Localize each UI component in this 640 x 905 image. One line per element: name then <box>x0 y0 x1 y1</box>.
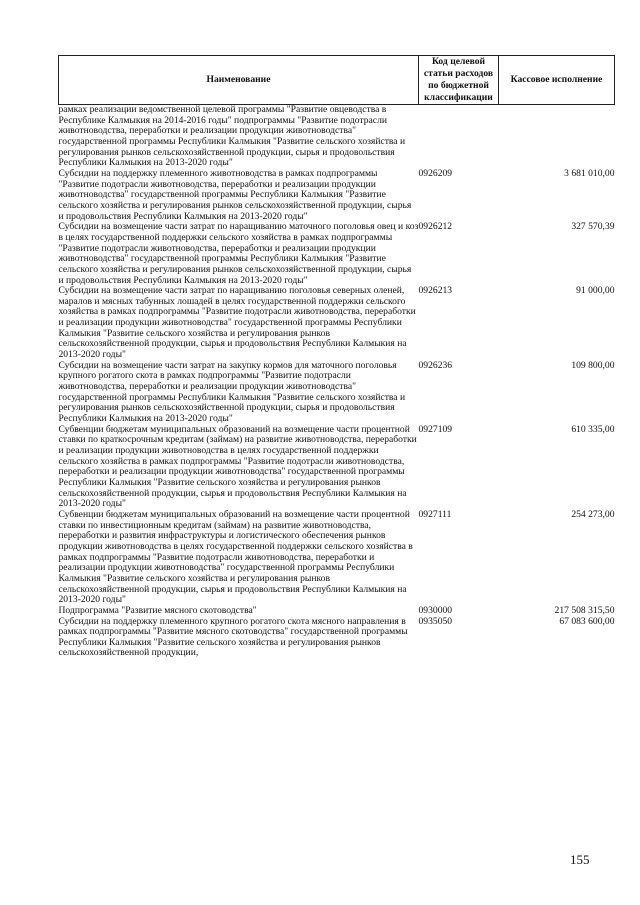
table-row <box>59 425 615 510</box>
header-name: Наименование <box>59 56 419 105</box>
row-name: Субсидии на возмещение части затрат на закупку кормов для маточного поголовья крупного рогатого скота в рамках подпрограммы "Развитие подотрасли животноводства, переработки и реализации продукции животноводства" государственной программы Республики Калмыкия "Развитие сельского хозяйства и регулирования рынков сельскохозяйственной продукции, сырья и продовольствия Республики Калмыкия на 2013-2020 годы" <box>58 359 406 425</box>
row-amount: 67 083 600,00 <box>559 615 615 627</box>
table-row <box>59 617 615 660</box>
page-number: 155 <box>570 852 590 867</box>
row-name: Субсидии на поддержку племенного крупного рогатого скота мясного направления в рамках подпрограммы "Развитие мясного скотоводства" государственной программы Республики Калмыкия "Развитие сельского хозяйства и регулирования рынков сельскохозяйственной продукции, <box>58 615 408 659</box>
row-amount: 610 335,00 <box>571 423 615 435</box>
table-row <box>59 105 615 169</box>
row-name: рамках реализации ведомственной целевой программы "Развитие овцеводства в Республике Калмыкия на 2014-2016 годы" подпрограммы "Развитие подотрасли животноводства, переработки и реализации продукции животноводства" государственной программы Республики Калмыкия "Развитие сельского хозяйства и регулирования рынков сельскохозяйственной продукции, сырья и продовольствия Республики Калмыкия на 2013-2020 годы" <box>58 104 406 169</box>
table-row <box>59 169 615 222</box>
row-code <box>419 105 499 169</box>
table-row <box>59 606 615 617</box>
row-code: 0935050 <box>418 615 453 627</box>
row-name: Субсидии на поддержку племенного животноводства в рамках подпрограммы "Развитие подотрасли животноводства, переработки и реализации продукции животноводства" государственной программы Республики Калмыкия "Развитие сельского хозяйства и регулирования рынков сельскохозяйственной продукции, сырья и продовольствия Республики Калмыкия на 2013-2020 годы" <box>58 167 412 222</box>
table-row <box>59 222 615 286</box>
budget-execution-table <box>58 55 615 659</box>
table-row <box>59 361 615 425</box>
table-row <box>59 286 615 361</box>
row-amount: 327 570,39 <box>571 221 615 233</box>
row-name: Субвенции бюджетам муниципальных образований на возмещение части процентной ставки по инвестиционным кредитам (займам) на развитие животноводства, переработки и развития инфраструктуры и логистического обеспечения рынков продукции животноводства в целях государственной поддержки сельского хозяйства в рамках подпрограммы "Развитие подотрасли животноводства, переработки и реализации продукции животноводства" государственной программы Республики Калмыкия "Развитие сельского хозяйства и регулирования рынков сельскохозяйственной продукции, сырья и продовольствия Республики Калмыкия на 2013-2020 годы" <box>58 508 413 606</box>
row-name: Подпрограмма "Развитие мясного скотоводства" <box>58 604 257 616</box>
row-amount: 3 681 010,00 <box>564 167 615 179</box>
row-code: 0927111 <box>418 508 452 520</box>
row-code: 0926209 <box>418 167 453 179</box>
row-code: 0926236 <box>418 359 453 371</box>
row-name: Субвенции бюджетам муниципальных образований на возмещение части процентной ставки по краткосрочным кредитам (займам) на развитие животноводства, переработки и реализации продукции животноводства в целях государственной поддержки сельского хозяйства в рамках подпрограммы "Развитие подотрасли животноводства, переработки и реализации продукции животноводства" государственной программы Республики Калмыкия "Развитие сельского хозяйства и регулирования рынков сельскохозяйственной продукции, сырья и продовольствия Республики Калмыкия на 2013-2020 годы" <box>58 423 417 510</box>
row-code: 0926212 <box>418 221 453 233</box>
row-amount: 254 273,00 <box>571 508 615 520</box>
row-amount: 91 000,00 <box>576 285 615 297</box>
header-code: Код целевой статьи расходов по бюджетной классификации <box>419 56 499 105</box>
row-code: 0927109 <box>418 423 453 435</box>
header-amount: Кассовое исполнение <box>499 56 615 105</box>
row-code: 0930000 <box>418 604 453 616</box>
row-code: 0926213 <box>418 285 453 297</box>
table-header-row <box>59 56 615 105</box>
row-name: Субсидии на возмещение части затрат по наращиванию маточного поголовья овец и коз в целях государственной поддержки сельского хозяйства в рамках подпрограммы "Развитие подотрасли животноводства, переработки и реализации продукции животноводства" государственной программы Республики Калмыкия "Развитие сельского хозяйства и регулирования рынков сельскохозяйственной продукции, сырья и продовольствия Республики Калмыкия на 2013-2020 годы" <box>58 221 419 286</box>
table-row <box>59 510 615 606</box>
row-amount: 109 800,00 <box>571 359 615 371</box>
row-name: Субсидии на возмещение части затрат по наращиванию поголовья северных оленей, маралов и мясных табунных лошадей в целях государственной поддержки сельского хозяйства в рамках подпрограммы "Развитие подотрасли животноводства, переработки и реализации продукции животноводства" государственной программы Республики Калмыкия "Развитие сельского хозяйства и регулирования рынков сельскохозяйственной продукции, сырья и продовольствия Республики Калмыкия на 2013-2020 годы" <box>58 285 416 361</box>
row-amount: 217 508 315,50 <box>554 604 615 616</box>
row-amount <box>499 105 615 169</box>
